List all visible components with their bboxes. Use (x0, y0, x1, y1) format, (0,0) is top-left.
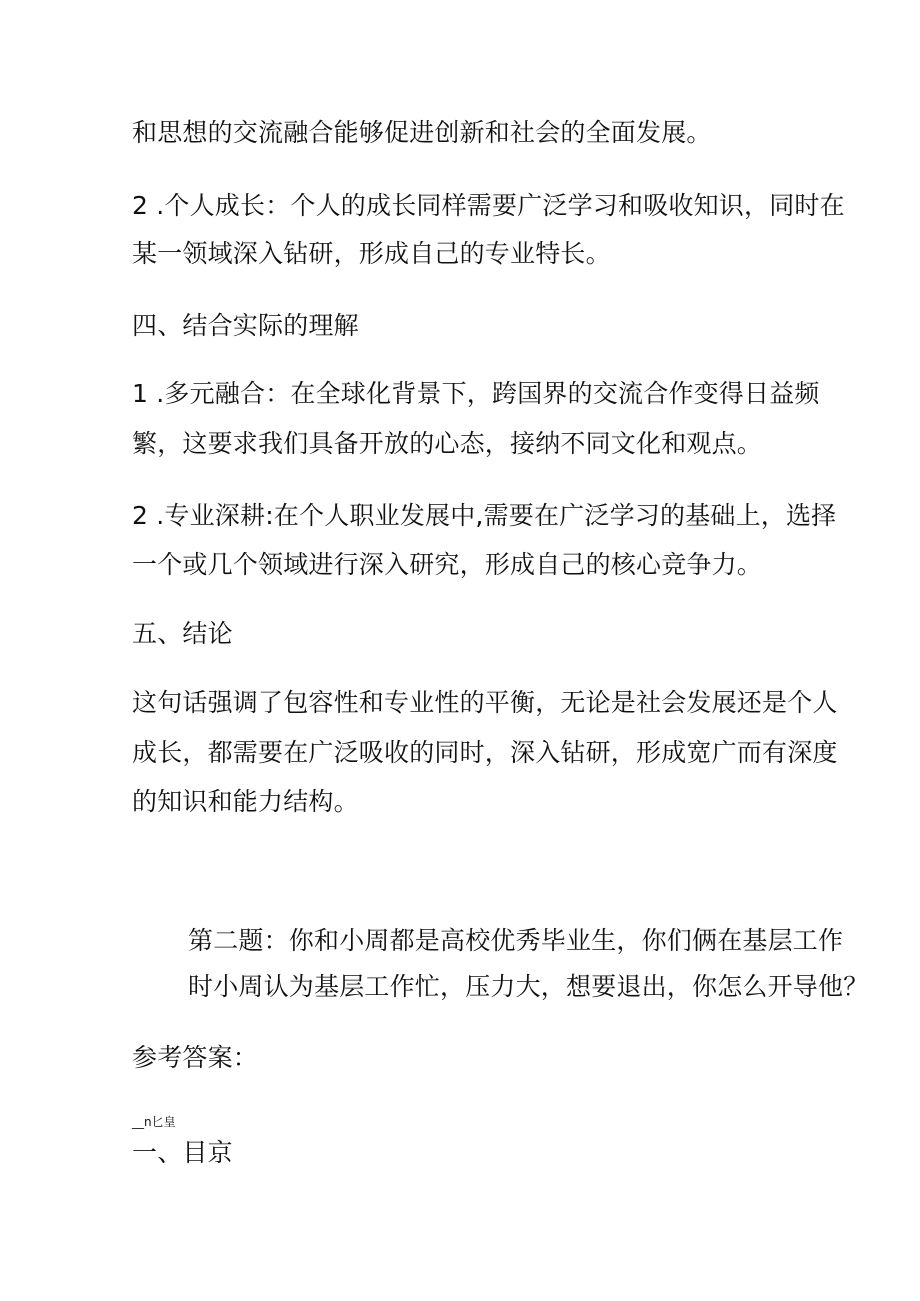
small-note: __n匕皇 (132, 1115, 176, 1129)
numbered-item-line: 1 .多元融合：在全球化背景下，跨国界的交流合作变得日益频 (132, 379, 820, 408)
numbered-item-line: 2 .专业深耕:在个人职业发展中,需要在广泛学习的基础上，选择 (132, 501, 837, 530)
paragraph-line: 繁，这要求我们具备开放的心态，接纳不同文化和观点。 (132, 429, 763, 458)
section-heading: 五、结论 (132, 619, 233, 648)
paragraph-line: 这句话强调了包容性和专业性的平衡，无论是社会发展还是个人 (132, 688, 838, 717)
answer-label: 参考答案： (132, 1043, 259, 1072)
question-line: 时小周认为基层工作忙，压力大，想要退出，你怎么开导他？ (188, 972, 869, 1001)
paragraph-line: 和思想的交流融合能够促进创新和社会的全面发展。 (132, 118, 712, 147)
question-line: 第二题：你和小周都是高校优秀毕业生，你们俩在基层工作 (188, 926, 844, 955)
paragraph-line: 成长，都需要在广泛吸收的同时，深入钻研，形成宽广而有深度 (132, 738, 838, 767)
paragraph-line: 一个或几个领域进行深入研究，形成自己的核心竞争力。 (132, 550, 763, 579)
paragraph-line: 某一领域深入钻研，形成自己的专业特长。 (132, 239, 611, 268)
section-heading: 四、结合实际的理解 (132, 311, 359, 340)
section-heading: 一、目京 (132, 1138, 233, 1167)
numbered-item-line: 2 .个人成长：个人的成长同样需要广泛学习和吸收知识，同时在 (132, 191, 845, 220)
paragraph-line: 的知识和能力结构。 (132, 787, 359, 816)
